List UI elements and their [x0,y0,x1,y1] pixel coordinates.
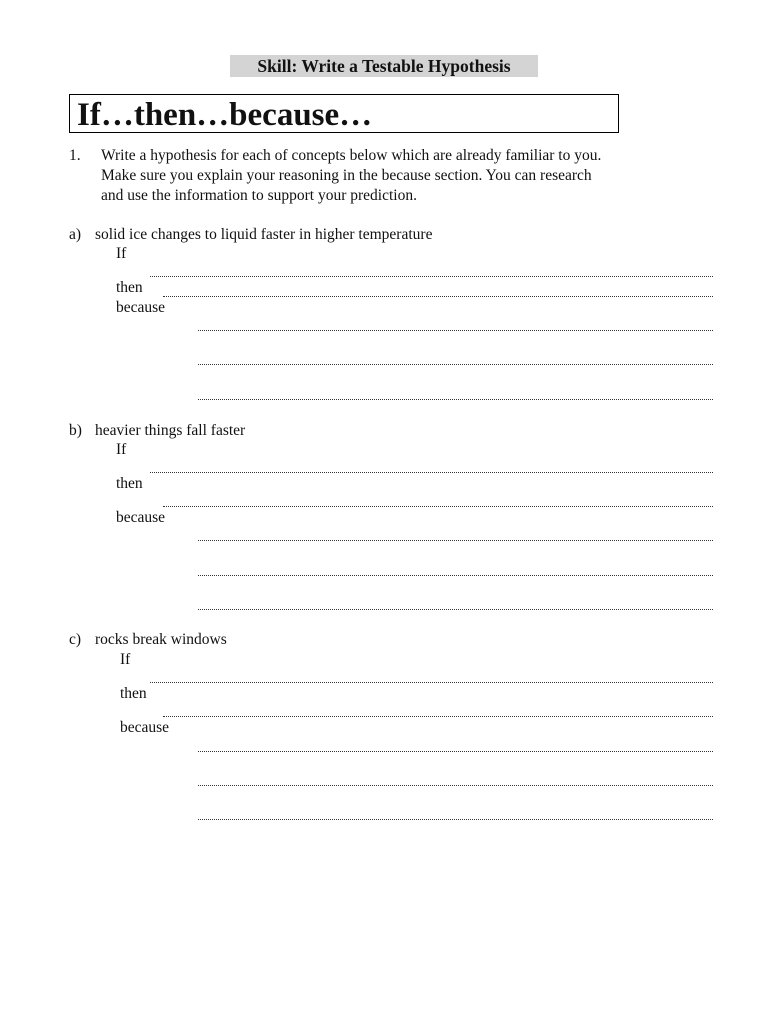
question-c-because-answer-line-3[interactable] [198,819,713,820]
question-a-then-label: then [116,279,143,296]
instruction-line-1: Write a hypothesis for each of concepts below which are already familiar to you. [101,147,602,164]
question-a-because-answer-line-2[interactable] [198,364,713,365]
question-a-prompt: solid ice changes to liquid faster in higher temperature [95,226,433,243]
question-c-then-label: then [120,685,147,702]
question-c-then-answer-line[interactable] [163,716,713,717]
question-c-because-answer-line-2[interactable] [198,785,713,786]
question-c-because-answer-line-1[interactable] [198,751,713,752]
question-b-letter: b) [69,422,82,439]
question-b-prompt: heavier things fall faster [95,422,246,439]
skill-title: Skill: Write a Testable Hypothesis [230,55,538,77]
question-b-then-answer-line[interactable] [163,506,713,507]
question-c-prompt: rocks break windows [95,631,227,648]
question-a-letter: a) [69,226,82,243]
question-b-then-label: then [116,475,143,492]
question-b-because-answer-line-3[interactable] [198,609,713,610]
question-a-then-answer-line[interactable] [163,296,713,297]
question-c-letter: c) [69,631,82,648]
question-a-if-label: If [116,245,127,262]
instruction-line-2: Make sure you explain your reasoning in the because section. You can research [101,167,592,184]
question-a-if-answer-line[interactable] [150,276,713,277]
question-b-if-label: If [116,441,127,458]
question-b-because-label: because [116,509,166,526]
question-b-because-answer-line-2[interactable] [198,575,713,576]
question-c-if-label: If [120,651,131,668]
instruction-number: 1. [69,147,81,164]
question-a-because-answer-line-3[interactable] [198,399,713,400]
question-c-because-label: because [120,719,170,736]
instruction-line-3: and use the information to support your prediction. [101,187,417,204]
question-b-if-answer-line[interactable] [150,472,713,473]
question-a-because-answer-line-1[interactable] [198,330,713,331]
question-c-if-answer-line[interactable] [150,682,713,683]
main-title: If…then…because… [77,97,373,133]
question-a-because-label: because [116,299,166,316]
question-b-because-answer-line-1[interactable] [198,540,713,541]
